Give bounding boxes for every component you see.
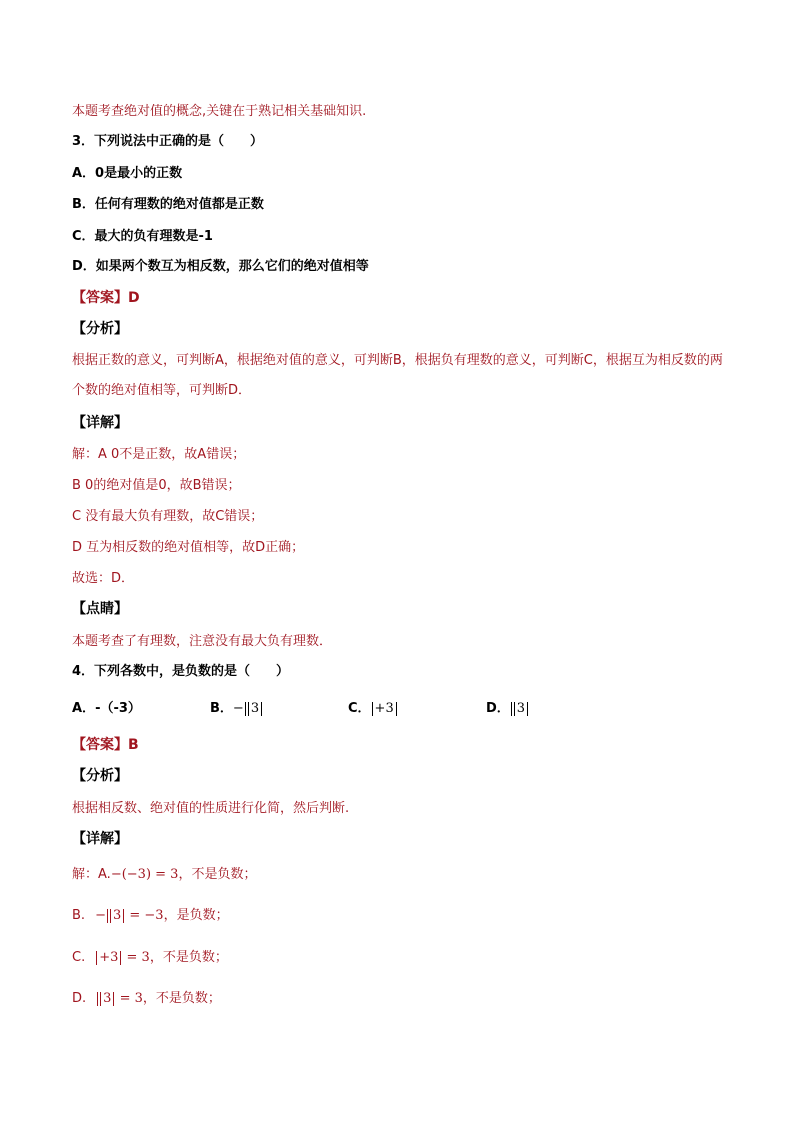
option-c-abs: +3 [372,702,397,716]
question-4-option-c [348,700,398,718]
detail-b-label: B. [72,908,86,923]
option-a-label: A． [72,701,96,716]
detail-a-tail: ，不是负数； [178,867,257,882]
question-4-option-a [72,700,141,718]
question-3-detail-line-1: 解：A 0不是正数，故A错误； [72,447,246,462]
answer-value: B [128,737,139,753]
detail-d-abs [97,992,114,1006]
detail-c-rest: = 3 [122,950,150,965]
question-4-answer [72,736,724,754]
question-4-detail-b [72,907,724,925]
detail-c-tail: ，不是负数； [149,950,228,965]
question-3-option-a: A．0是最小的正数 [72,166,183,181]
detail-b-sign: − [95,908,106,923]
detail-d-tail: ，不是负数； [142,991,221,1006]
question-3-analysis-text: 根据正数的意义，可判断A，根据绝对值的意义，可判断B，根据负有理数的意义，可判断C，根据互为相反数的两个数的绝对值相等，可判断D． [72,353,723,398]
answer-value: D [128,290,140,306]
question-4-detail-d [72,990,724,1008]
detail-d-label: D. [72,991,87,1006]
option-b-label: B． [210,701,233,716]
question-4-title: 4．下列各数中，是负数的是（ ） [72,664,290,679]
question-3-comment-text: 本题考查了有理数，注意没有最大负有理数． [72,634,333,649]
question-4-option-b [210,700,263,718]
detail-b-tail: ，是负数； [163,908,229,923]
question-4-options [72,700,724,720]
detail-a-label: A. [98,867,111,882]
option-b-inner: 3 [248,702,259,716]
question-3-option-d: D．如果两个数互为相反数，那么它们的绝对值相等 [72,259,369,274]
answer-label: 【答案】 [72,290,128,306]
option-d-abs [511,702,528,716]
detail-b-inner: 3 [110,909,121,923]
detail-b-math [95,908,164,923]
question-4-detail-label: 【详解】 [72,831,128,847]
option-d-label: D． [486,701,510,716]
question-3-analysis-label: 【分析】 [72,321,128,337]
option-c-math [371,701,398,716]
question-3-option-c: C．最大的负有理数是-1 [72,229,213,244]
detail-d-math [96,991,143,1006]
option-b-abs [245,702,262,716]
detail-b-rest: = −3 [125,908,164,923]
question-3-option-b: B．任何有理数的绝对值都是正数 [72,197,264,212]
detail-a-math: −(−3) = 3 [110,867,179,882]
question-4-analysis-text: 根据相反数、绝对值的性质进行化简，然后判断. [72,801,350,816]
detail-a-prefix: 解： [72,867,99,882]
detail-c-abs: +3 [96,951,121,965]
question-3-detail-line-2: B 0的绝对值是0，故B错误； [72,478,241,493]
question-4-analysis-label: 【分析】 [72,768,128,784]
answer-label: 【答案】 [72,737,128,753]
detail-c-math [95,950,150,965]
option-b-sign: − [232,701,244,716]
question-4-detail-a [72,866,724,884]
detail-d-inner: 3 [100,992,111,1006]
option-b-math [233,701,263,716]
question-3-detail-line-4: D 互为相反数的绝对值相等，故D正确； [72,540,305,555]
option-c-label: C． [348,701,371,716]
question-3-title: 3．下列说法中正确的是（ ） [72,134,264,149]
question-3-detail-line-3: C 没有最大负有理数，故C错误； [72,509,264,524]
option-a-value: -（-3） [95,701,141,716]
option-d-inner: 3 [514,702,525,716]
detail-b-abs [107,909,124,923]
detail-c-label: C. [72,950,86,965]
question-4-option-d [486,700,529,718]
question-3-comment-label: 【点睛】 [72,601,128,617]
question-3-detail-line-5: 故选：D． [72,571,135,586]
option-d-math [510,701,529,716]
question-4-detail-c [72,949,724,967]
question-3-detail-label: 【详解】 [72,415,128,431]
question-3-answer [72,289,724,307]
detail-d-rest: = 3 [115,991,143,1006]
intro-text: 本题考查绝对值的概念,关键在于熟记相关基础知识. [72,104,367,119]
